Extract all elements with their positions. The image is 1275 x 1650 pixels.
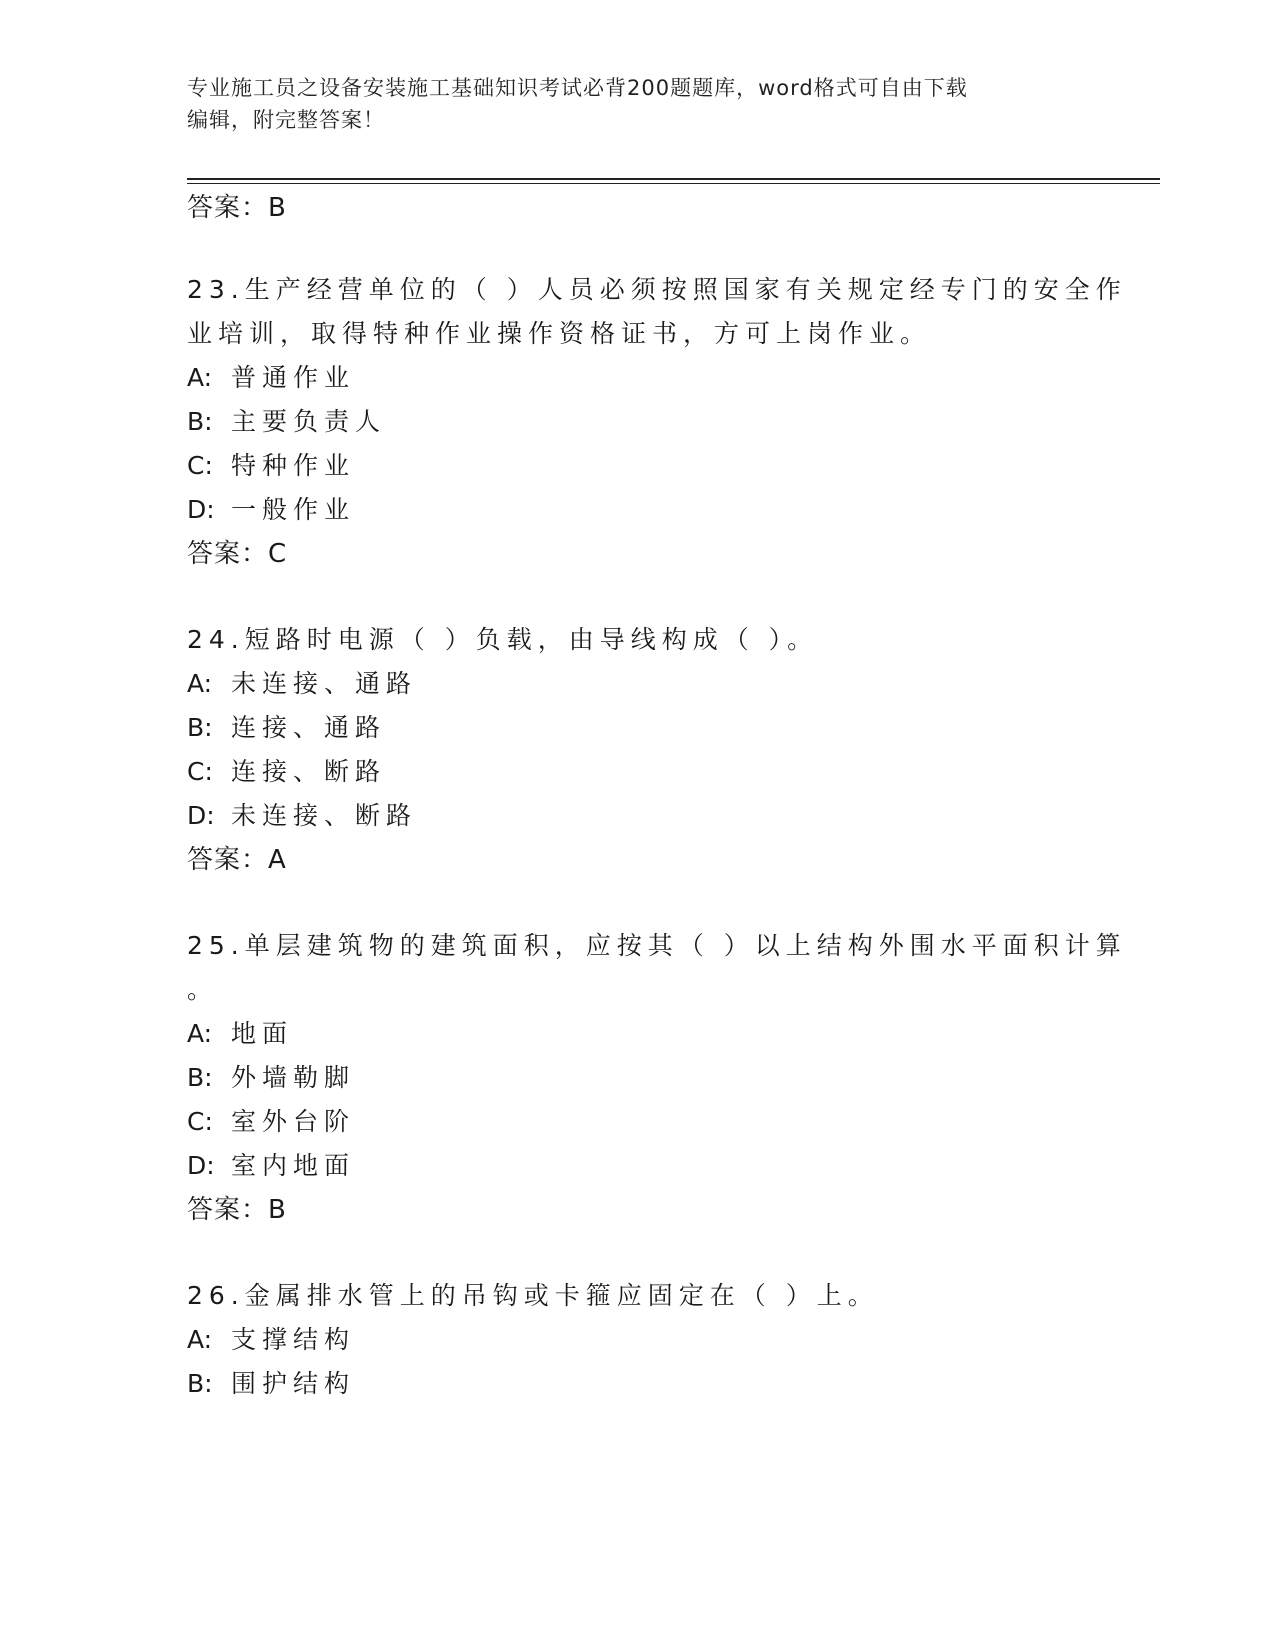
- question-26-stem-line-1: 26.金属排水管上的吊钩或卡箍应固定在（ ）上。: [187, 1281, 879, 1310]
- option-label: D:: [187, 495, 215, 524]
- option-label: B:: [187, 1369, 213, 1398]
- option-label: A:: [187, 363, 213, 392]
- option-label: B:: [187, 1063, 213, 1092]
- document-header: [187, 72, 1067, 136]
- option-text: 主要负责人: [231, 407, 387, 436]
- question-24-answer: 答案：A: [187, 845, 287, 875]
- question-25-option-a: [187, 1018, 293, 1050]
- option-text: 室内地面: [231, 1151, 356, 1180]
- option-text: 一般作业: [231, 495, 356, 524]
- option-text: 未连接、断路: [231, 801, 418, 830]
- question-23-option-b: [187, 406, 386, 438]
- question-26-option-a: [187, 1324, 355, 1356]
- option-label: C:: [187, 757, 213, 786]
- question-24-option-d: [187, 800, 417, 832]
- option-label: A:: [187, 669, 213, 698]
- option-label: A:: [187, 1019, 213, 1048]
- option-text: 特种作业: [231, 451, 356, 480]
- question-23-option-a: [187, 362, 355, 394]
- option-text: 地面: [231, 1019, 294, 1048]
- question-25-stem-line-2: 。: [187, 975, 219, 1004]
- question-23-option-c: [187, 450, 355, 482]
- header-divider-thin: [187, 183, 1160, 184]
- option-text: 外墙勒脚: [231, 1063, 356, 1092]
- question-26-option-b: [187, 1368, 355, 1400]
- option-text: 室外台阶: [231, 1107, 356, 1136]
- question-25-stem-line-1: 25.单层建筑物的建筑面积，应按其（ ）以上结构外围水平面积计算: [187, 931, 1127, 960]
- option-text: 普通作业: [231, 363, 356, 392]
- question-23-option-d: [187, 494, 355, 526]
- option-text: 连接、通路: [231, 713, 387, 742]
- option-text: 围护结构: [231, 1369, 356, 1398]
- previous-answer: 答案：B: [187, 193, 287, 223]
- question-25-answer: 答案：B: [187, 1195, 287, 1225]
- header-divider-thick: [187, 178, 1160, 180]
- option-label: B:: [187, 407, 213, 436]
- option-text: 支撑结构: [231, 1325, 356, 1354]
- option-label: D:: [187, 801, 215, 830]
- question-24-option-b: [187, 712, 386, 744]
- question-24-stem-line-1: 24.短路时电源（ ）负载，由导线构成（ ）。: [187, 625, 819, 654]
- question-24-option-a: [187, 668, 417, 700]
- header-line-2: 编辑，附完整答案！: [187, 108, 385, 132]
- option-label: C:: [187, 451, 213, 480]
- question-24-option-c: [187, 756, 386, 788]
- option-label: D:: [187, 1151, 215, 1180]
- option-text: 连接、断路: [231, 757, 387, 786]
- question-25-option-d: [187, 1150, 355, 1182]
- question-25-option-c: [187, 1106, 355, 1138]
- option-label: A:: [187, 1325, 213, 1354]
- option-text: 未连接、通路: [231, 669, 418, 698]
- option-label: B:: [187, 713, 213, 742]
- question-25-option-b: [187, 1062, 355, 1094]
- question-23-stem-line-1: 23.生产经营单位的（ ）人员必须按照国家有关规定经专门的安全作: [187, 275, 1127, 304]
- question-23-answer: 答案：C: [187, 539, 288, 569]
- header-line-1: 专业施工员之设备安装施工基础知识考试必背200题题库，word格式可自由下载: [187, 76, 968, 100]
- option-label: C:: [187, 1107, 213, 1136]
- question-23-stem-line-2: 业培训，取得特种作业操作资格证书，方可上岗作业。: [187, 319, 932, 348]
